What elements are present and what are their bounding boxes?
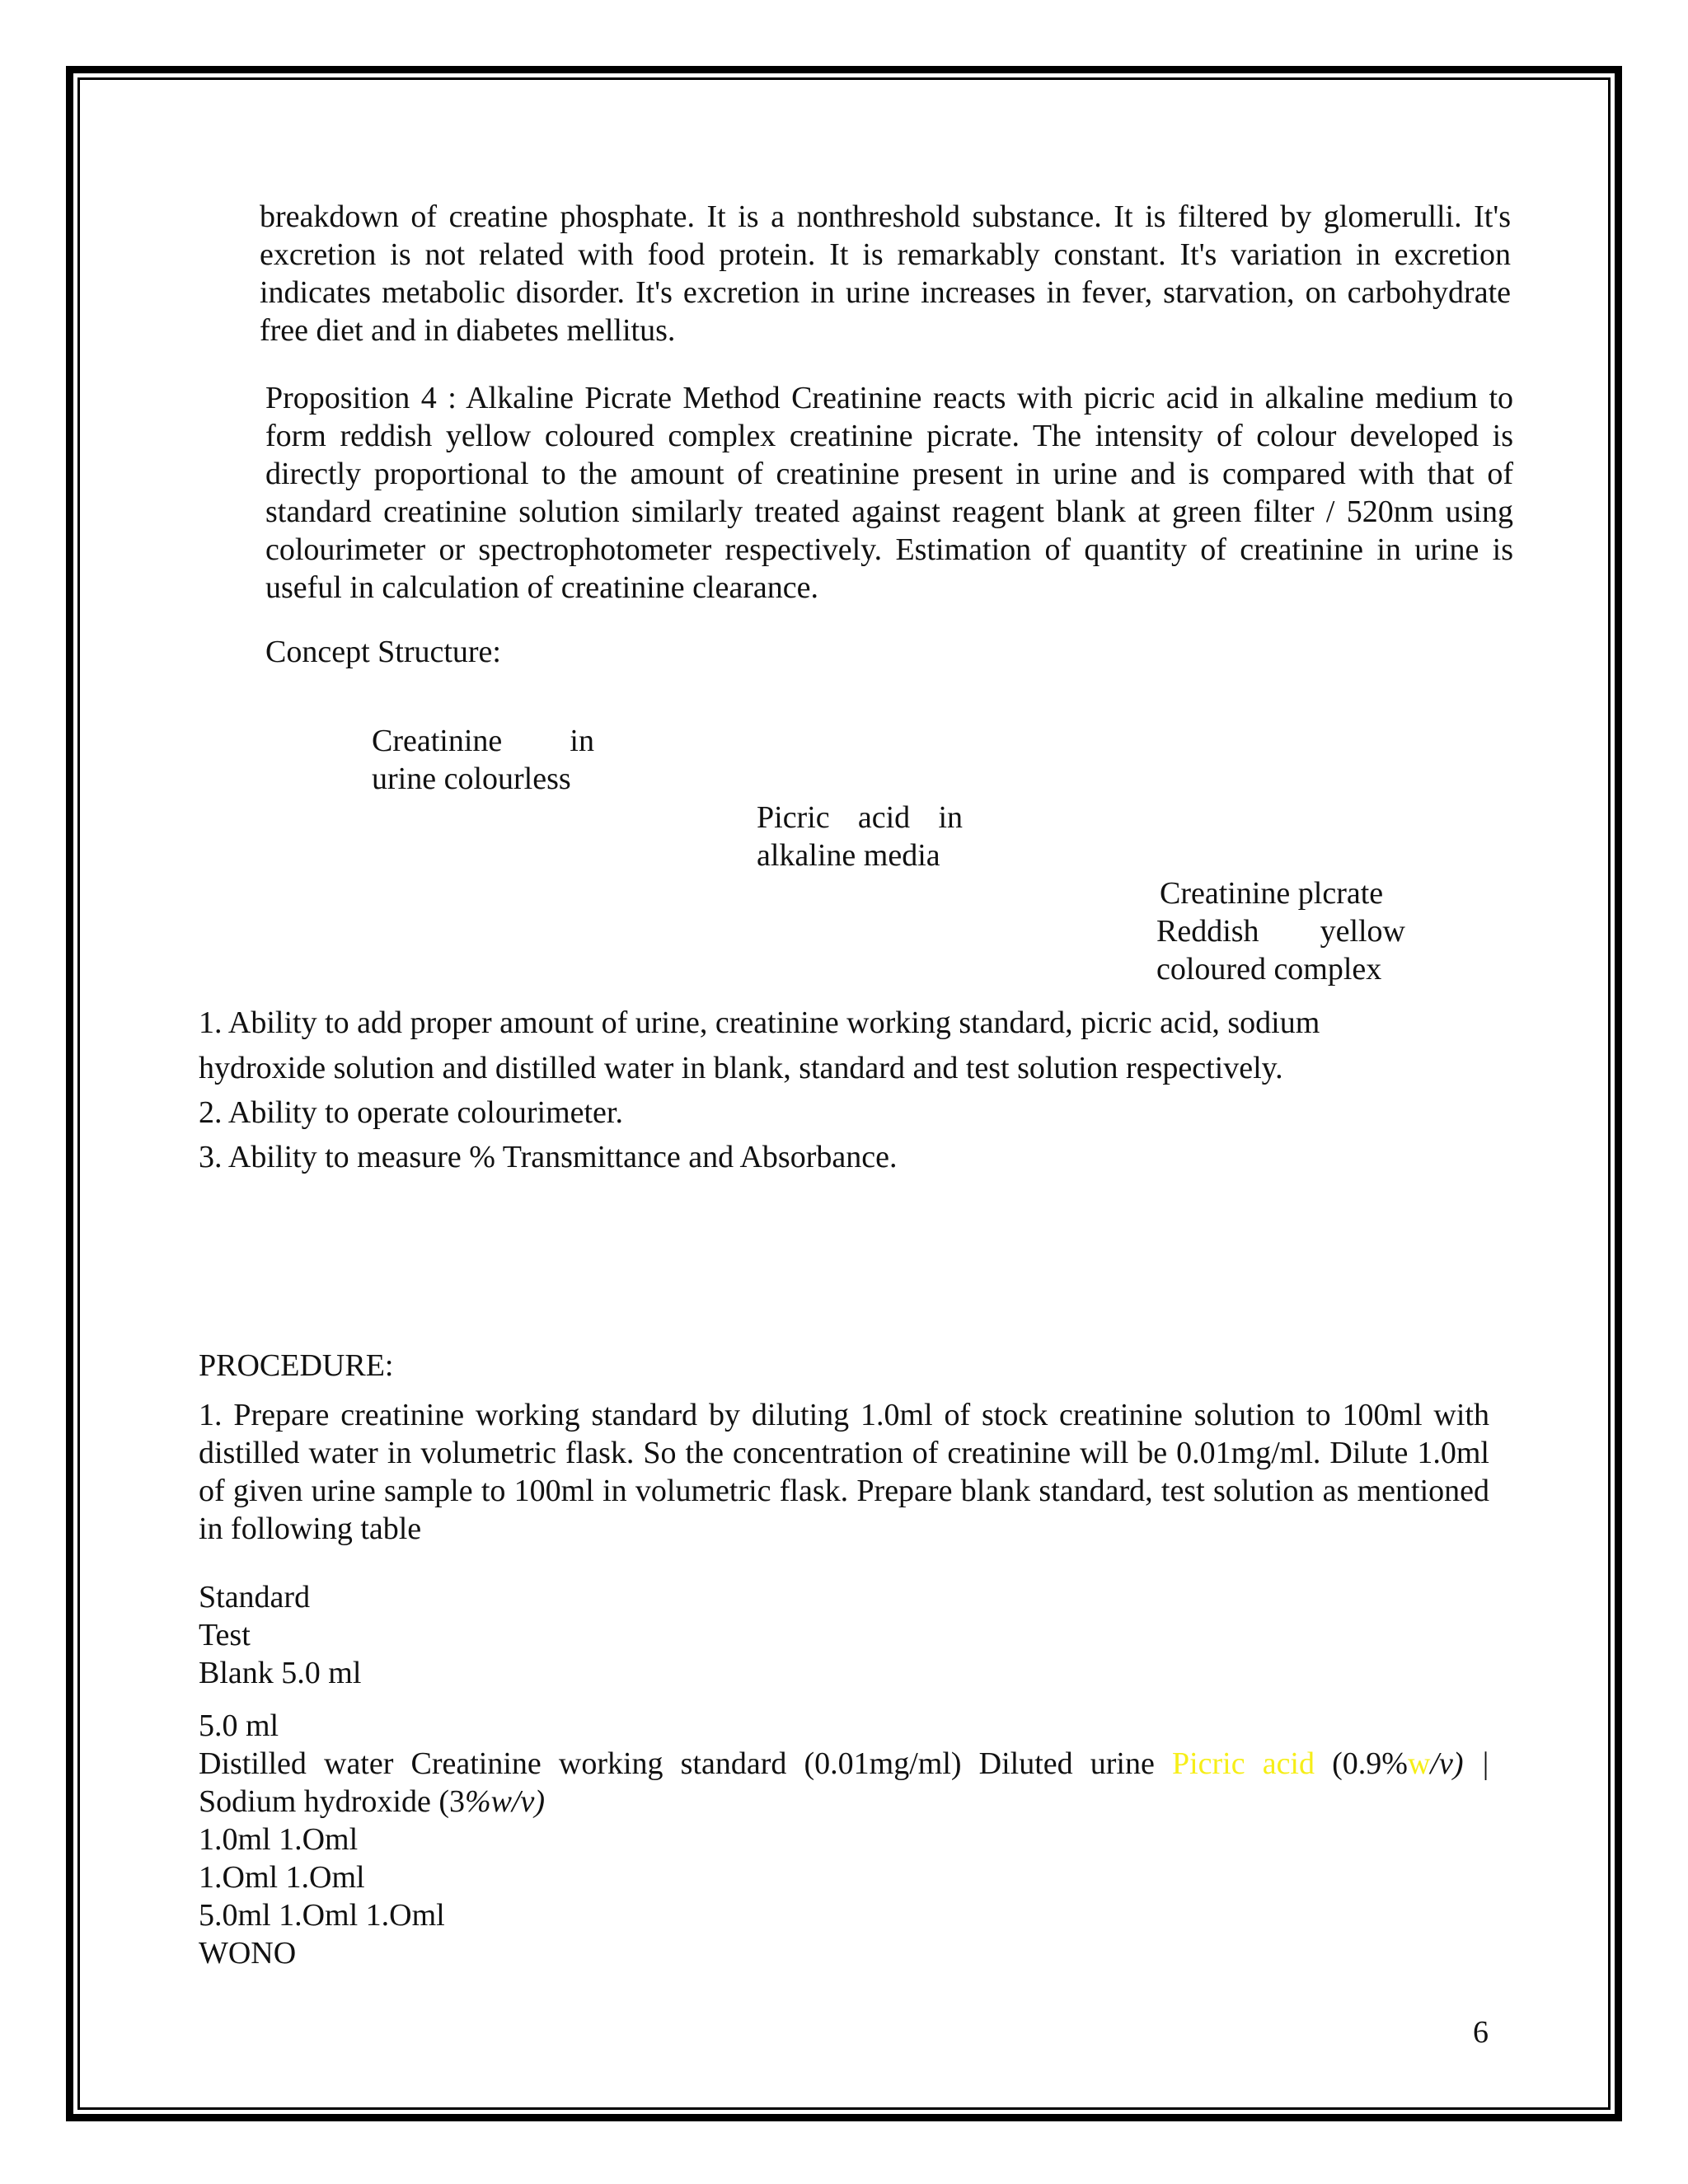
list-item: 2. Ability to operate colourimeter. (199, 1095, 623, 1130)
procedure-heading: PROCEDURE: (199, 1348, 394, 1383)
concept-node-line: coloured complex (1156, 952, 1382, 987)
concept-node-line: Reddish yellow (1156, 914, 1405, 949)
table-line: Blank 5.0 ml (199, 1656, 362, 1690)
table-line: Test (199, 1618, 251, 1652)
table-line: 5.0 ml (199, 1708, 279, 1743)
concept-structure-heading: Concept Structure: (265, 635, 501, 669)
naoh-line: Sodium hydroxide (3%w/v) (199, 1784, 546, 1819)
table-line: 5.0ml 1.Oml 1.Oml (199, 1898, 445, 1933)
concept-node-line: Picric acid in (757, 800, 963, 835)
table-line: 1.Oml 1.Oml (199, 1860, 365, 1895)
reagent-concentration: (0.9%w/v) | (1332, 1746, 1490, 1781)
list-item: 1. Ability to add proper amount of urine, creatinine working standard, picric acid, sodium (199, 1005, 1320, 1040)
concept-node-line: Creatinine plcrate (1160, 876, 1384, 911)
table-line: WONO (199, 1936, 297, 1971)
proposition-paragraph: Proposition 4 : Alkaline Picrate Method Creatinine reacts with picric acid in alkaline medium to form reddish yellow coloured complex creatinine picrate. The intensity of colour developed is directly proportional to the amount of creatinine present in urine and is compared with that of standard creatinine solution similarly treated against reagent blank at green filter / 520nm using colourimeter or spectrophotometer respectively. Estimation of quantity of creatinine in urine is useful in calculation of creatinine clearance. (265, 381, 1513, 605)
table-line: 1.0ml 1.Oml (199, 1822, 359, 1857)
concept-node-line: Creatinine in (372, 724, 594, 758)
concept-node-line: urine colourless (372, 762, 571, 796)
table-line: Standard (199, 1580, 311, 1615)
page-number: 6 (1473, 2015, 1489, 2050)
intro-paragraph: breakdown of creatine phosphate. It is a nonthreshold substance. It is filtered by glomerulli. It's excretion is not related with food protein. It is remarkably constant. It's variation in excretion indicates metabolic disorder. It's excretion in urine increases in fever, starvation, on carbohydrate free diet and in diabetes mellitus. (260, 199, 1511, 348)
picric-acid-highlight: Picric acid (1171, 1746, 1315, 1781)
procedure-step-1: 1. Prepare creatinine working standard by diluting 1.0ml of stock creatinine solution to 100ml with distilled water in volumetric flask. So the concentration of creatinine will be 0.01mg/ml. Dilute 1.0ml of given urine sample to 100ml in volumetric flask. Prepare blank standard, test solution as mentioned in following table (199, 1398, 1489, 1546)
list-item: 3. Ability to measure % Transmittance and Absorbance. (199, 1140, 898, 1174)
concept-node-line: alkaline media (757, 838, 940, 873)
reagent-text: Distilled water Creatinine working standard (0.01mg/ml) Diluted urine (199, 1746, 1155, 1781)
list-item: hydroxide solution and distilled water in blank, standard and test solution respectively. (199, 1051, 1283, 1085)
reagent-line (199, 1745, 1489, 1783)
